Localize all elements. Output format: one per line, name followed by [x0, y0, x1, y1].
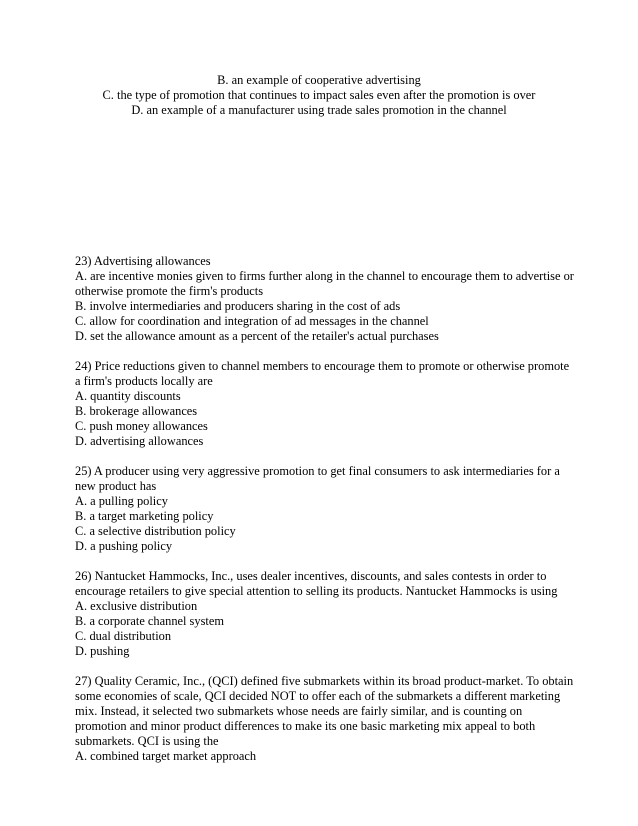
- question-stem: 25) A producer using very aggressive promotion to get final consumers to ask intermediaries for a new product has: [75, 464, 560, 493]
- question-27: [75, 674, 575, 764]
- question-list: [75, 254, 575, 779]
- option-b: B. a corporate channel system: [75, 614, 224, 628]
- option-d: D. an example of a manufacturer using trade sales promotion in the channel: [131, 103, 507, 117]
- option-c: C. dual distribution: [75, 629, 172, 643]
- question-stem: 26) Nantucket Hammocks, Inc., uses dealer incentives, discounts, and sales contests in order to encourage retailers to give special attention to selling its products. Nantucket Hammocks is using: [75, 569, 558, 598]
- option-b: B. involve intermediaries and producers sharing in the cost of ads: [75, 299, 401, 313]
- option-c: C. push money allowances: [75, 419, 208, 433]
- question-26: [75, 569, 575, 659]
- option-b: B. an example of cooperative advertising: [217, 73, 421, 87]
- option-d: D. pushing: [75, 644, 130, 658]
- option-a: A. a pulling policy: [75, 494, 168, 508]
- option-d: D. set the allowance amount as a percent of the retailer's actual purchases: [75, 329, 439, 343]
- question-25: [75, 464, 575, 554]
- option-b: B. brokerage allowances: [75, 404, 198, 418]
- option-c: C. allow for coordination and integration of ad messages in the channel: [75, 314, 429, 328]
- question-24: [75, 359, 575, 449]
- option-c: C. the type of promotion that continues to impact sales even after the promotion is over: [102, 88, 536, 102]
- question-stem: 23) Advertising allowances: [75, 254, 211, 268]
- question-23: [75, 254, 575, 344]
- carryover-options: [0, 73, 638, 118]
- option-a: A. are incentive monies given to firms further along in the channel to encourage them to advertise or otherwise promote the firm's products: [75, 269, 574, 298]
- option-c: C. a selective distribution policy: [75, 524, 236, 538]
- question-stem: 27) Quality Ceramic, Inc., (QCI) defined five submarkets within its broad product-market. To obtain some economies of scale, QCI decided NOT to offer each of the submarkets a different marketing mix. Instead, it selected two submarkets whose needs are fairly similar, and is counting on promotion and minor product differences to make its one basic marketing mix appeal to both submarkets. QCI is using the: [75, 674, 574, 748]
- option-d: D. advertising allowances: [75, 434, 204, 448]
- option-b: B. a target marketing policy: [75, 509, 214, 523]
- question-stem: 24) Price reductions given to channel members to encourage them to promote or otherwise promote a firm's products locally are: [75, 359, 570, 388]
- option-a: A. combined target market approach: [75, 749, 257, 763]
- option-d: D. a pushing policy: [75, 539, 173, 553]
- option-a: A. quantity discounts: [75, 389, 181, 403]
- option-a: A. exclusive distribution: [75, 599, 198, 613]
